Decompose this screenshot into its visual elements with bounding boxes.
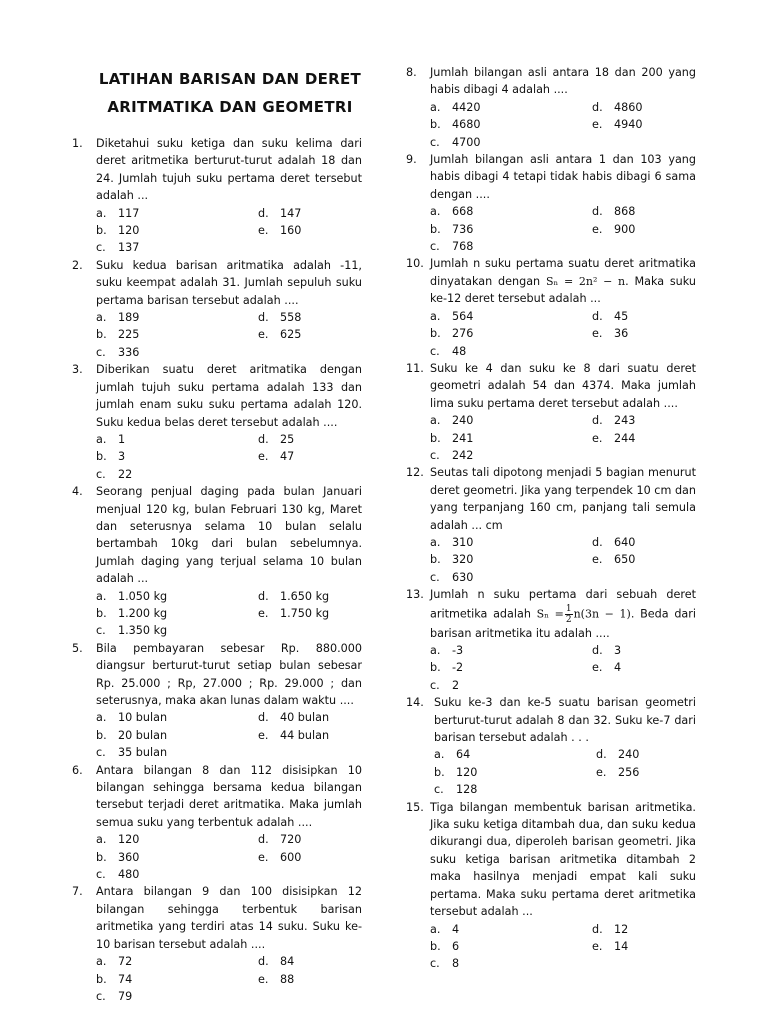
answer-option xyxy=(430,534,592,551)
option-value: 4680 xyxy=(452,118,481,132)
question-text: Tiga bilangan membentuk barisan aritmetika. Jika suku ketiga ditambah dua, dan suku kedua dikurangi dua, diperoleh barisan geometri. Jika suku ketiga barisan aritmetika ditambah 2 maka hasilnya menjadi empat kali suku pertama. Maka suku pertama deret aritmetika tersebut adalah ... xyxy=(430,800,696,919)
option-value: 276 xyxy=(452,327,474,341)
question-number: 10. xyxy=(406,257,424,271)
option-letter: d. xyxy=(592,414,603,428)
question-text: Suku ke-3 dan ke-5 suatu barisan geometri berturut-turut adalah 8 dan 32. Suku ke-7 dari barisan tersebut adalah . . . xyxy=(434,696,696,745)
question-text: Antara bilangan 8 dan 112 disisipkan 10 bilangan sehingga bersama kedua bilangan tersebut terjadi deret aritmatika. Maka jumlah semua suku yang terbentuk adalah .... xyxy=(96,763,362,829)
option-value: 147 xyxy=(280,206,302,220)
option-letter: b. xyxy=(96,606,107,620)
option-value: 117 xyxy=(118,206,140,220)
option-letter: b. xyxy=(96,972,107,986)
answer-option xyxy=(258,953,362,970)
option-value: 243 xyxy=(614,414,636,428)
answer-option xyxy=(96,971,258,988)
option-letter: b. xyxy=(430,553,441,567)
answer-options xyxy=(430,534,696,586)
answer-option xyxy=(96,431,258,448)
option-value: 900 xyxy=(614,222,636,236)
option-value: 88 xyxy=(280,972,295,986)
option-value: -2 xyxy=(452,661,464,675)
option-letter: d. xyxy=(258,955,269,969)
question-item xyxy=(72,257,362,361)
option-value: 1.050 kg xyxy=(118,589,168,603)
answer-options xyxy=(96,205,362,257)
option-letter: c. xyxy=(96,746,106,760)
option-letter: e. xyxy=(592,327,603,341)
option-value: 14 xyxy=(614,939,629,953)
option-letter: b. xyxy=(430,327,441,341)
option-value: 480 xyxy=(118,868,140,882)
option-value: 242 xyxy=(452,448,474,462)
option-letter: d. xyxy=(592,922,603,936)
fraction-denominator: 2 xyxy=(565,614,572,625)
worksheet-title-line1: LATIHAN BARISAN DAN DERET xyxy=(98,70,362,88)
option-letter: e. xyxy=(592,661,603,675)
option-letter: b. xyxy=(430,222,441,236)
question-text: Suku ke 4 dan suku ke 8 dari suatu deret geometri adalah 54 dan 4374. Maka jumlah lima suku pertama deret tersebut adalah .... xyxy=(430,361,696,410)
question-number: 9. xyxy=(406,153,417,167)
option-value: 40 bulan xyxy=(280,711,330,725)
question-number: 2. xyxy=(72,258,83,272)
option-value: 640 xyxy=(614,535,636,549)
option-value: 1.200 kg xyxy=(118,606,168,620)
worksheet-title-line2: ARITMATIKA DAN GEOMETRI xyxy=(107,98,353,116)
option-value: 600 xyxy=(280,850,302,864)
answer-option xyxy=(592,99,696,116)
answer-option xyxy=(430,569,592,586)
answer-option xyxy=(96,205,258,222)
option-value: 868 xyxy=(614,205,636,219)
option-value: 4940 xyxy=(614,118,643,132)
option-letter: a. xyxy=(430,414,441,428)
answer-option xyxy=(430,447,592,464)
answer-option xyxy=(592,412,696,429)
option-value: 84 xyxy=(280,955,295,969)
option-value: 625 xyxy=(280,328,302,342)
option-letter: e. xyxy=(596,765,607,779)
question-text xyxy=(430,586,696,642)
answer-option xyxy=(592,642,696,659)
question-item xyxy=(406,799,696,973)
option-letter: c. xyxy=(96,624,106,638)
option-value: 2 xyxy=(452,678,460,692)
option-letter: b. xyxy=(96,850,107,864)
question-number: 5. xyxy=(72,641,83,655)
question-item xyxy=(406,464,696,586)
question-text: Seutas tali dipotong menjadi 5 bagian menurut deret geometri. Jika yang terpendek 10 cm dan yang terpanjang 160 cm, panjang tali semula adalah ... cm xyxy=(430,466,696,532)
question-number: 15. xyxy=(406,800,424,814)
answer-option xyxy=(96,588,258,605)
answer-option xyxy=(434,746,596,763)
option-value: 564 xyxy=(452,309,474,323)
question-number: 7. xyxy=(72,885,83,899)
question-item xyxy=(72,483,362,640)
answer-option xyxy=(430,642,592,659)
question-item xyxy=(406,694,696,798)
option-letter: c. xyxy=(430,344,440,358)
question-text-part: . Maka suku ke-12 deret tersebut adalah ... xyxy=(430,274,697,306)
answer-options xyxy=(430,308,696,360)
question-item xyxy=(72,640,362,762)
question-text-part: . Beda dari barisan aritmetika itu adalah .... xyxy=(430,607,696,640)
option-letter: c. xyxy=(430,135,440,149)
option-value: -3 xyxy=(452,644,464,657)
option-letter: e. xyxy=(592,118,603,132)
option-value: 6 xyxy=(452,939,460,953)
option-letter: c. xyxy=(96,868,106,882)
answer-option xyxy=(258,222,362,239)
answer-option xyxy=(430,412,592,429)
option-letter: d. xyxy=(592,205,603,219)
option-letter: e. xyxy=(258,972,269,986)
answer-option xyxy=(258,326,362,343)
option-value: 36 xyxy=(614,327,629,341)
option-value: 47 xyxy=(280,450,295,464)
option-value: 1 xyxy=(118,432,126,446)
option-letter: e. xyxy=(258,224,269,238)
question-number: 6. xyxy=(72,763,83,777)
question-item xyxy=(406,255,696,359)
option-letter: b. xyxy=(96,224,107,238)
answer-option xyxy=(434,764,596,781)
option-letter: c. xyxy=(430,570,440,584)
option-value: 35 bulan xyxy=(118,746,168,760)
option-value: 336 xyxy=(118,345,140,359)
question-number: 1. xyxy=(72,137,83,150)
option-value: 241 xyxy=(452,431,474,445)
option-letter: c. xyxy=(96,989,106,1003)
option-value: 240 xyxy=(452,414,474,428)
option-letter: e. xyxy=(592,553,603,567)
question-text-part: Jumlah n suku pertama suatu deret aritmatika dinyatakan dengan xyxy=(430,257,696,288)
answer-option xyxy=(96,727,258,744)
option-letter: a. xyxy=(430,535,441,549)
option-letter: b. xyxy=(96,728,107,742)
answer-option xyxy=(430,221,592,238)
option-value: 244 xyxy=(614,431,636,445)
question-item xyxy=(72,361,362,483)
answer-option xyxy=(96,744,258,761)
option-value: 25 xyxy=(280,432,295,446)
option-value: 630 xyxy=(452,570,474,584)
answer-option xyxy=(258,588,362,605)
option-value: 4420 xyxy=(452,100,481,114)
answer-option xyxy=(430,203,592,220)
option-value: 320 xyxy=(452,553,474,567)
option-letter: e. xyxy=(258,450,269,464)
answer-options xyxy=(96,431,362,483)
option-value: 48 xyxy=(452,344,467,358)
answer-option xyxy=(430,134,592,151)
option-value: 3 xyxy=(614,644,622,657)
question-item xyxy=(406,64,696,151)
answer-option xyxy=(258,448,362,465)
answer-option xyxy=(96,622,258,639)
answer-option xyxy=(430,99,592,116)
question-text xyxy=(430,255,696,307)
option-letter: b. xyxy=(430,661,441,675)
question-number: 14. xyxy=(406,696,424,710)
option-value: 44 bulan xyxy=(280,728,330,742)
option-letter: a. xyxy=(430,100,441,114)
option-letter: d. xyxy=(258,589,269,603)
fraction xyxy=(565,604,573,625)
answer-option xyxy=(258,849,362,866)
answer-options xyxy=(96,709,362,761)
option-letter: d. xyxy=(592,535,603,549)
option-value: 768 xyxy=(452,240,474,254)
option-value: 22 xyxy=(118,467,133,481)
answer-options xyxy=(430,203,696,255)
option-letter: c. xyxy=(430,448,440,462)
option-letter: a. xyxy=(96,311,107,325)
question-item xyxy=(406,360,696,464)
answer-option xyxy=(592,430,696,447)
option-letter: a. xyxy=(434,748,445,762)
answer-option xyxy=(430,921,592,938)
option-value: 128 xyxy=(456,783,478,797)
answer-options xyxy=(430,921,696,973)
option-value: 4 xyxy=(452,922,460,936)
question-text: Seorang penjual daging pada bulan Januari menjual 120 kg, bulan Februari 130 kg, Maret dan seterusnya selama 10 bulan selalu bertambah 10kg dari bulan sebelumnya. Jumlah daging yang terjual selama 10 bulan adalah ... xyxy=(96,485,362,586)
answer-options xyxy=(430,746,696,798)
question-number: 3. xyxy=(72,363,83,377)
option-letter: a. xyxy=(96,589,107,603)
question-number: 13. xyxy=(406,588,424,602)
question-text: Bila pembayaran sebesar Rp. 880.000 diangsur berturut-turut setiap bulan sebesar Rp. 25.000 ; Rp, 27.000 ; Rp. 29.000 ; dan seterusnya, maka akan lunas dalam waktu .... xyxy=(96,641,362,707)
option-letter: d. xyxy=(258,711,269,725)
answer-option xyxy=(430,116,592,133)
formula-lhs: Sₙ = xyxy=(536,607,564,621)
option-letter: a. xyxy=(96,206,107,220)
option-value: 225 xyxy=(118,328,140,342)
option-value: 45 xyxy=(614,309,629,323)
option-value: 120 xyxy=(118,224,140,238)
answer-option xyxy=(592,659,696,676)
option-letter: c. xyxy=(96,345,106,359)
answer-option xyxy=(430,343,592,360)
question-text: Antara bilangan 9 dan 100 disisipkan 12 bilangan sehingga terbentuk barisan aritmetika yang terdiri atas 14 suku. Suku ke-10 barisan tersebut adalah .... xyxy=(96,885,362,951)
question-number: 11. xyxy=(406,361,424,375)
option-letter: c. xyxy=(430,678,440,692)
answer-option xyxy=(96,849,258,866)
option-letter: d. xyxy=(258,833,269,847)
option-value: 74 xyxy=(118,972,133,986)
answer-option xyxy=(96,988,258,1005)
answer-options xyxy=(430,99,696,151)
option-letter: b. xyxy=(430,431,441,445)
option-value: 1.750 kg xyxy=(280,606,330,620)
option-letter: c. xyxy=(96,467,106,481)
answer-option xyxy=(96,326,258,343)
question-item xyxy=(72,762,362,884)
answer-option xyxy=(592,921,696,938)
answer-option xyxy=(96,953,258,970)
answer-option xyxy=(430,551,592,568)
answer-option xyxy=(592,938,696,955)
option-letter: e. xyxy=(258,850,269,864)
answer-option xyxy=(434,781,596,798)
question-number: 12. xyxy=(406,466,424,480)
option-value: 120 xyxy=(456,765,478,779)
option-value: 10 bulan xyxy=(118,711,168,725)
option-value: 4700 xyxy=(452,135,481,149)
option-letter: d. xyxy=(592,100,603,114)
option-letter: d. xyxy=(258,432,269,446)
answer-option xyxy=(96,309,258,326)
formula: Sₙ = 2n² − n xyxy=(545,274,626,288)
answer-options xyxy=(430,412,696,464)
option-value: 360 xyxy=(118,850,140,864)
answer-option xyxy=(258,605,362,622)
option-value: 650 xyxy=(614,553,636,567)
answer-option xyxy=(430,238,592,255)
answer-option xyxy=(96,222,258,239)
answer-option xyxy=(258,727,362,744)
option-value: 558 xyxy=(280,311,302,325)
option-letter: e. xyxy=(258,728,269,742)
option-letter: a. xyxy=(430,644,441,657)
answer-option xyxy=(96,448,258,465)
question-text: Jumlah bilangan asli antara 1 dan 103 yang habis dibagi 4 tetapi tidak habis dibagi 6 sama dengan .... xyxy=(430,153,696,201)
question-item xyxy=(406,586,696,694)
answer-option xyxy=(258,971,362,988)
answer-option xyxy=(430,659,592,676)
option-value: 72 xyxy=(118,955,133,969)
option-value: 720 xyxy=(280,833,302,847)
answer-option xyxy=(258,431,362,448)
answer-options xyxy=(430,642,696,694)
option-letter: b. xyxy=(430,939,441,953)
option-letter: e. xyxy=(258,606,269,620)
answer-option xyxy=(592,325,696,342)
question-item xyxy=(72,883,362,1005)
option-value: 1.350 kg xyxy=(118,624,168,638)
question-number: 4. xyxy=(72,485,83,499)
fraction-numerator: 1 xyxy=(565,603,572,614)
option-letter: c. xyxy=(430,957,440,971)
answer-option xyxy=(258,205,362,222)
option-value: 256 xyxy=(618,765,640,779)
option-value: 240 xyxy=(618,748,640,762)
option-letter: a. xyxy=(430,205,441,219)
option-value: 160 xyxy=(280,224,302,238)
option-value: 79 xyxy=(118,989,133,1003)
option-value: 668 xyxy=(452,205,474,219)
question-number: 8. xyxy=(406,66,417,79)
answer-option xyxy=(430,938,592,955)
option-value: 310 xyxy=(452,535,474,549)
option-letter: a. xyxy=(96,955,107,969)
answer-option xyxy=(430,308,592,325)
option-value: 736 xyxy=(452,222,474,236)
answer-option xyxy=(592,308,696,325)
option-letter: e. xyxy=(258,328,269,342)
answer-option xyxy=(96,831,258,848)
question-item xyxy=(72,135,362,257)
option-value: 189 xyxy=(118,311,140,325)
answer-option xyxy=(430,955,592,972)
option-letter: c. xyxy=(430,240,440,254)
answer-option xyxy=(592,116,696,133)
answer-option xyxy=(592,203,696,220)
answer-option xyxy=(430,325,592,342)
option-value: 4860 xyxy=(614,100,643,114)
option-value: 8 xyxy=(452,957,460,971)
answer-option xyxy=(592,551,696,568)
option-letter: a. xyxy=(96,432,107,446)
right-column xyxy=(406,64,696,973)
option-value: 3 xyxy=(118,450,126,464)
option-value: 1.650 kg xyxy=(280,589,330,603)
answer-option xyxy=(96,866,258,883)
answer-option xyxy=(96,466,258,483)
option-letter: d. xyxy=(596,748,607,762)
answer-option xyxy=(96,605,258,622)
answer-option xyxy=(592,534,696,551)
left-column xyxy=(72,135,362,1005)
option-letter: b. xyxy=(430,118,441,132)
formula-rhs: n(3n − 1) xyxy=(573,607,631,621)
question-text: Jumlah bilangan asli antara 18 dan 200 yang habis dibagi 4 adalah .... xyxy=(430,66,696,97)
question-text: Diberikan suatu deret aritmatika dengan jumlah tujuh suku pertama adalah 133 dan jumlah enam suku suku pertama adalah 120. Suku kedua belas deret tersebut adalah .... xyxy=(96,363,362,429)
option-letter: d. xyxy=(592,644,603,657)
answer-option xyxy=(96,344,258,361)
option-letter: b. xyxy=(96,450,107,464)
option-letter: a. xyxy=(430,309,441,323)
option-letter: d. xyxy=(592,309,603,323)
option-letter: c. xyxy=(434,783,444,797)
answer-option xyxy=(96,709,258,726)
option-letter: b. xyxy=(434,765,445,779)
question-text-part: Jumlah n suku pertama dari sebuah deret aritmetika adalah xyxy=(430,588,696,621)
option-value: 12 xyxy=(614,922,629,936)
option-letter: a. xyxy=(96,711,107,725)
question-text: Suku kedua barisan aritmatika adalah -11, suku keempat adalah 31. Jumlah sepuluh suku pertama barisan tersebut adalah .... xyxy=(96,258,362,307)
option-value: 64 xyxy=(456,748,471,762)
option-letter: a. xyxy=(96,833,107,847)
answer-option xyxy=(596,746,696,763)
question-item xyxy=(406,151,696,255)
option-letter: e. xyxy=(592,222,603,236)
option-letter: b. xyxy=(96,328,107,342)
option-value: 4 xyxy=(614,661,622,675)
option-letter: d. xyxy=(258,311,269,325)
answer-option xyxy=(592,221,696,238)
option-letter: d. xyxy=(258,206,269,220)
option-letter: a. xyxy=(430,922,441,936)
answer-options xyxy=(96,309,362,361)
answer-option xyxy=(96,239,258,256)
option-letter: e. xyxy=(592,939,603,953)
answer-option xyxy=(258,309,362,326)
option-letter: e. xyxy=(592,431,603,445)
question-text: Diketahui suku ketiga dan suku kelima dari deret aritmetika berturut-turut adalah 18 dan 24. Jumlah tujuh suku pertama deret tersebut adalah ... xyxy=(96,137,362,203)
answer-option xyxy=(430,677,592,694)
option-value: 20 bulan xyxy=(118,728,168,742)
answer-option xyxy=(430,430,592,447)
answer-options xyxy=(96,831,362,883)
option-letter: c. xyxy=(96,241,106,255)
option-value: 137 xyxy=(118,241,140,255)
answer-option xyxy=(258,709,362,726)
answer-options xyxy=(96,953,362,1005)
answer-options xyxy=(96,588,362,640)
answer-option xyxy=(596,764,696,781)
answer-option xyxy=(258,831,362,848)
option-value: 120 xyxy=(118,833,140,847)
